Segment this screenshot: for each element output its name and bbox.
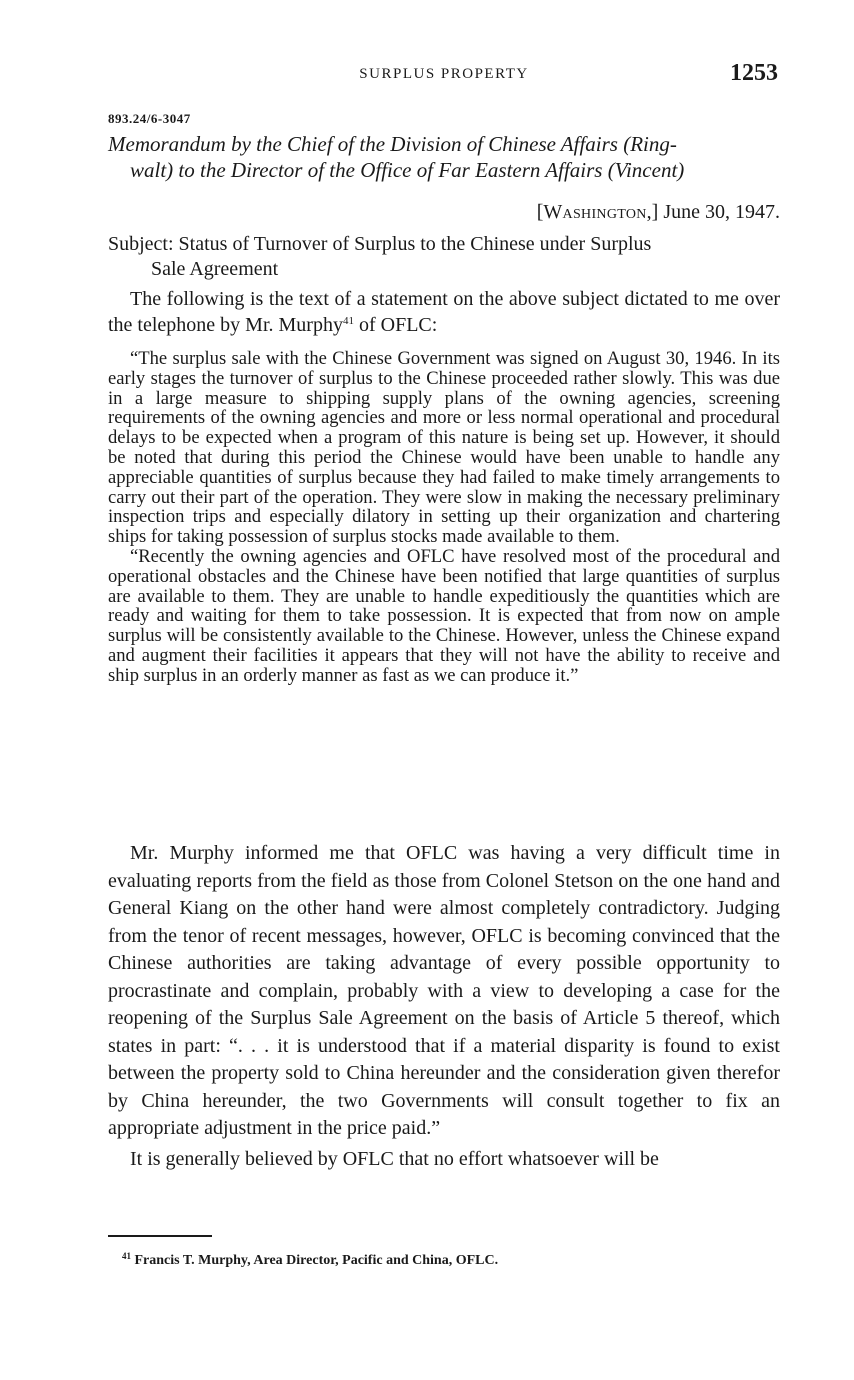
footnote-divider: [108, 1235, 212, 1237]
quote-paragraph-2: “Recently the owning agencies and OFLC have resolved most of the procedural and operational obstacles and the Chinese have been notified that large quantities of surplus are available to them. They are unable to handle expeditiously the quantities which are ready and waiting for them to take possession. It is expected that from now on ample surplus will be consistently available to the Chinese. However, unless the Chinese expand and augment their facilities it appears that they will not have the ability to receive and ship surplus in an orderly manner as fast as we can produce it.”: [108, 545, 780, 686]
quoted-statement: [108, 349, 780, 686]
body-paragraph-1: Mr. Murphy informed me that OFLC was having a very difficult time in evaluating reports from the field as those from Colonel Stetson on the one hand and General Kiang on the other hand were almost completely contradictory. Judging from the tenor of recent messages, however, OFLC is becoming convinced that the Chinese authorities are taking advantage of every possible opportunity to procrastinate and complain, probably with a view to developing a case for the reopening of the Surplus Sale Agreement on the basis of Article 5 thereof, which states in part: “. . . it is understood that if a material disparity is found to exist between the property sold to China hereunder and the consideration given therefor by China hereunder, the two Governments will consult together to fix an appropriate adjustment in the price paid.”: [108, 842, 780, 1139]
file-number: 893.24/6-3047: [108, 111, 191, 126]
body-text: [108, 840, 780, 1173]
intro-paragraph: [108, 286, 780, 338]
running-head: SURPLUS PROPERTY: [359, 66, 529, 82]
intro-text: [108, 286, 780, 338]
dateline-open-bracket: [: [536, 201, 544, 223]
intro-before: The following is the text of a statement on the above subject dictated to me over the telephone by Mr. Murphy: [108, 288, 780, 336]
body-paragraph-2: It is generally believed by OFLC that no effort whatsoever will be: [130, 1147, 659, 1170]
dateline: [537, 201, 780, 224]
intro-after: of OFLC:: [353, 314, 438, 336]
memo-title: [108, 131, 780, 183]
page-header: [108, 60, 780, 90]
footnote-reference: 41: [342, 315, 354, 327]
subject-line-2: Sale Agreement: [151, 258, 279, 280]
memo-title-line-2: walt) to the Director of the Office of Far Eastern Affairs (Vincent): [130, 158, 685, 182]
footnote-text: Francis T. Murphy, Area Director, Pacific and China, OFLC.: [131, 1253, 499, 1268]
page-number: 1253: [730, 60, 778, 86]
footnote-marker: 41: [122, 1251, 131, 1261]
dateline-date: June 30, 1947.: [658, 201, 780, 223]
footnote: [122, 1253, 498, 1269]
dateline-place: Washington: [543, 201, 647, 223]
subject-line-1: Subject: Status of Turnover of Surplus to the Chinese under Surplus: [108, 233, 652, 255]
quote-paragraph-1: “The surplus sale with the Chinese Government was signed on August 30, 1946. In its early stages the turnover of surplus to the Chinese proceeded rather slowly. This was due in a large measure to shipping supply plans of the owning agencies, screening requirements of the owning agencies and more or less normal operational and procedural delays to be expected when a program of this nature is being set up. However, it should be noted that during this period the Chinese would have been unable to handle any appreciable quantities of surplus because they had failed to make timely arrangements to carry out their part of the operation. They were slow in making the necessary preliminary inspection trips and especially dilatory in setting up their organization and chartering ships for taking possession of surplus stocks made available to them.: [108, 348, 780, 548]
memo-title-line-1: Memorandum by the Chief of the Division of Chinese Affairs (Ring-: [108, 132, 677, 156]
dateline-close-bracket: ,]: [646, 201, 659, 223]
subject-line: [108, 232, 780, 282]
